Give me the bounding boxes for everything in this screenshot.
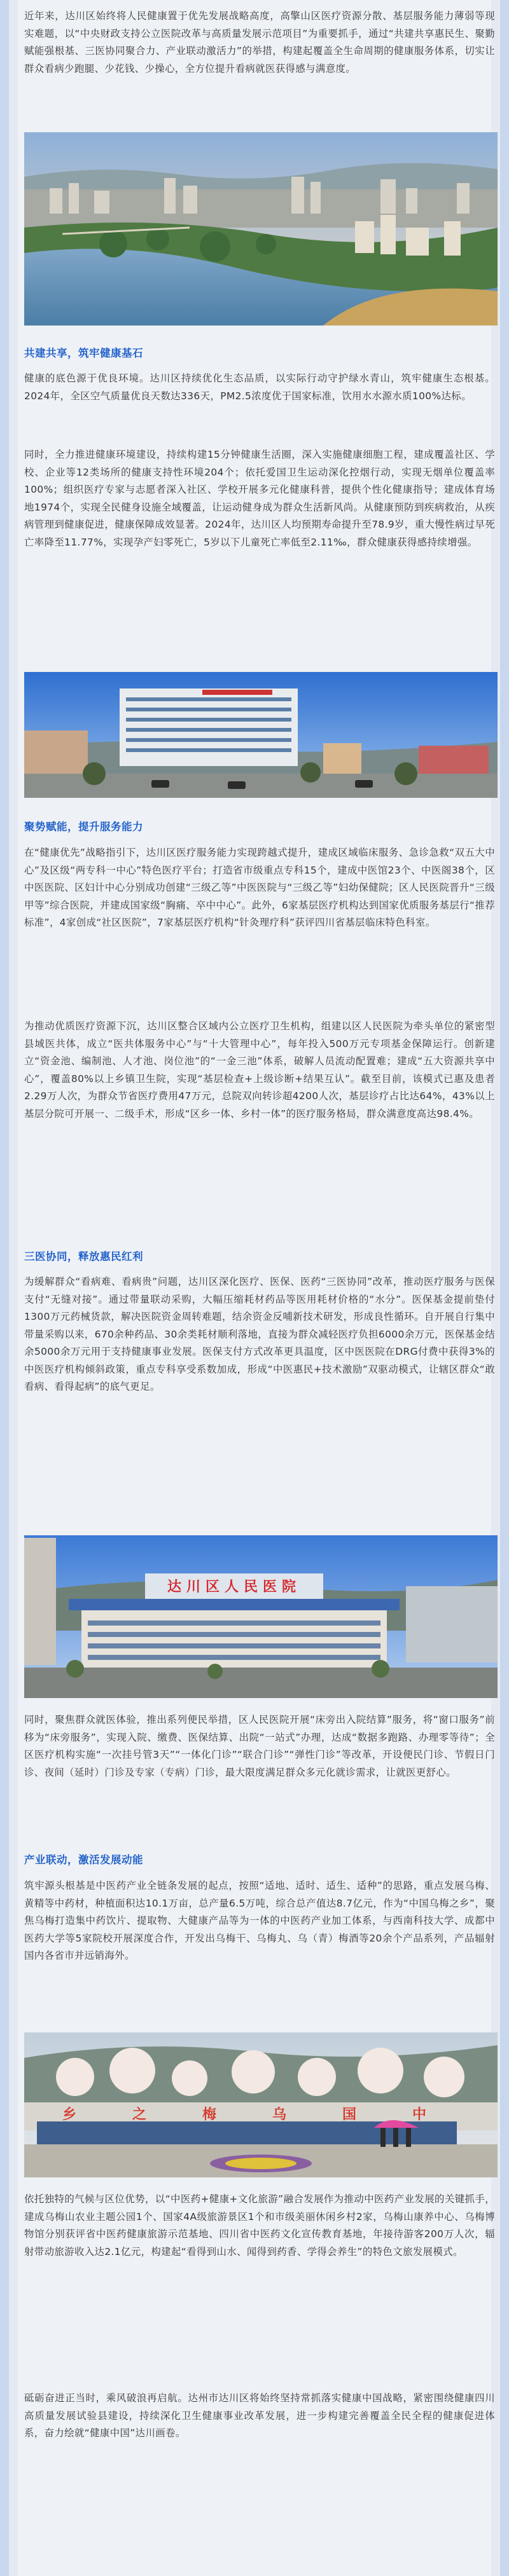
section-heading-co-construction: 共建共享，筑牢健康基石 xyxy=(24,347,143,359)
section-heading-empowerment: 聚势赋能，提升服务能力 xyxy=(24,821,143,833)
park-sign-char-1: 乡 xyxy=(62,2107,77,2123)
section-heading-three-medical: 三医协同，释放惠民红利 xyxy=(24,1250,143,1263)
intro-paragraph: 近年来，达川区始终将人民健康置于优先发展战略高度，高擎山区医疗资源分散、基层服务能力薄弱等现实难题，以“中央财政支持公立医院改革与高质量发展示范项目”为重要抓手，通过“共建共享惠民生、聚勤赋能强根基、三医协同聚合力、产业联动激活力”的举措，构建起覆盖全生命周期的健康服务体系，切实让群众看病少跑腿、少花钱、少操心，全方位提升看病就医获得感与满意度。 xyxy=(24,10,495,74)
park-sign-char-2: 之 xyxy=(132,2107,147,2123)
hospital-sign-text: 达川区人民医院 xyxy=(167,1579,302,1595)
outro-paragraph: 砥砺奋进正当时，乘风破浪再启航。达州市达川区将始终坚持常抓落实健康中国战略，紧密围绕健康四川高质量发展试验县建设，持续深化卫生健康事业改革发展，进一步构建完善覆盖全民全程的健康促进体系，奋力绘就“健康中国”达川画卷。 xyxy=(24,2392,495,2439)
district-hospital-photo xyxy=(24,1535,498,1698)
s1-paragraph-1: 健康的底色源于优良环境。达川区持续优化生态品质，以实际行动守护绿水青山，筑牢健康生态根基。2024年，全区空气质量优良天数达336天，PM2.5浓度优于国家标准，饮用水水源水质100%达标。 xyxy=(24,373,495,402)
park-sign-char-5: 国 xyxy=(342,2107,357,2123)
hospital-building-photo xyxy=(24,672,498,798)
s2-paragraph-2: 为推动优质医疗资源下沉，达川区整合区域内公立医疗卫生机构，组建以区人民医院为牵头单位的紧密型县域医共体，成立“医共体服务中心”与“十大管理中心”，每年投入500万元专项基金保障运行。创新建立“资金池、编制池、人才池、岗位池”的“一金三池”体系，破解人员流动配置难；建成“五大资源共享中心”，覆盖80%以上乡镇卫生院，实现“基层检查+上级诊断+结果互认”。截至目前，该模式已惠及患者2.29万人次，为群众节省医疗费用47万元，总院双向转诊超4200人次，基层诊疗占比达64%，43%以上基层分院可开展一、二级手术，形成“区乡一体、乡村一体”的医疗服务格局，群众满意度高达98.4%。 xyxy=(24,1020,495,1120)
park-sign-char-4: 乌 xyxy=(272,2107,287,2123)
s3-paragraph-2: 同时，聚焦群众就医体验，推出系列便民举措，区人民医院开展“床旁出入院结算”服务，将“窗口服务”前移为“床旁服务”，实现入院、缴费、医保结算、出院“一站式”办理，达成“数据多跑路、办理零等待”；全区医疗机构实施“一次挂号管3天”“一体化门诊”“联合门诊”“弹性门诊”等改革，开设便民门诊、节假日门诊、夜间（延时）门诊及专家（专病）门诊，最大限度满足群众多元化就诊需求，让就医更舒心。 xyxy=(24,1714,495,1778)
park-sign-char-6: 中 xyxy=(412,2107,427,2123)
s2-paragraph-1: 在“健康优先”战略指引下，达川区医疗服务能力实现跨越式提升，建成区域临床服务、急诊急救“双五大中心”及区级“两专科一中心”特色医疗平台；打造省市级重点专科15个，建成中医馆23个、中医阁38个，区中医医院、区妇计中心分别成功创建“三级乙等”中医医院与“三级乙等”妇幼保健院；区人民医院晋升“三级甲等”综合医院，并建成国家级“胸痛、卒中中心”。此外，6家基层医疗机构达到国家优质服务基层行“推荐标准”，4家创成“社区医院”，7家基层医疗机构“针灸理疗科”获评四川省基层临床特色科室。 xyxy=(24,847,495,928)
park-sign-char-3: 梅 xyxy=(202,2107,217,2123)
s1-paragraph-2: 同时，全力推进健康环境建设，持续构建15分钟健康生活圈，深入实施健康细胞工程，建成覆盖社区、学校、企业等12类场所的健康支持性环境204个；依托爱国卫生运动深化控烟行动，实现无烟单位覆盖率100%；组织医疗专家与志愿者深入社区、学校开展多元化健康科普，提供个性化健康指导；建成体育场地1974个，实现全民健身设施全域覆盖，让运动健身成为群众生活新风尚。从健康预防到疾病救治，从疾病管理到健康促进，健康保障成效显著。2024年，达川区人均预期寿命提升至78.9岁，重大慢性病过早死亡率降至11.77%，实现孕产妇零死亡，5岁以下儿童死亡率低至2.11‰，群众健康获得感持续增强。 xyxy=(24,449,495,548)
article-content xyxy=(18,0,495,2576)
s4-paragraph-2: 依托独特的气候与区位优势，以“中医药+健康+文化旅游”融合发展作为推动中医药产业发展的关键抓手，建成乌梅山农业主题公园1个、国家4A级旅游景区1个和市级美丽休闲乡村2家，乌梅山康养中心、乌梅博物馆分别获评省中医药健康旅游示范基地、四川省中医药文化宣传教育基地，年接待游客200万人次，辐射带动旅游收入达2.1亿元，构建起“看得到山水、闻得到药香、学得会养生”的特色文旅发展模式。 xyxy=(24,2193,495,2257)
section-heading-industry: 产业联动，激活发展动能 xyxy=(24,1854,143,1866)
s4-paragraph-1: 筑牢源头根基是中医药产业全链条发展的起点，按照“适地、适时、适生、适种”的思路，重点发展乌梅、黄精等中药材，种植面积达10.1万亩，总产量6.5万吨，综合总产值达8.7亿元，作为“中国乌梅之乡”，聚焦乌梅打造集中药饮片、提取物、大健康产品等为一体的中医药产业加工体系，与西南科技大学、成都中医药大学等5家院校开展深度合作，开发出乌梅干、乌梅丸、乌（青）梅酒等20余个产品系列，产品辐射国内各省市并远销海外。 xyxy=(24,1880,495,1961)
city-aerial-photo xyxy=(24,132,498,325)
s3-paragraph-1: 为缓解群众“看病难、看病贵”问题，达川区深化医疗、医保、医药“三医协同”改革，推动医疗服务与医保支付“无缝对接”。通过带量联动采购，大幅压缩耗材药品等医用耗材价格的“水分”。医保基金提前垫付1300万元药械货款，解决医院资金周转难题，结余资金反哺新技术研发，形成良性循环。自开展自行集中带量采购以来，670余种药品、30余类耗材顺利落地，直接为群众减轻医疗负担6000余万元，医保基金结余5000余万元用于支持健康事业发展。医保支付方式改革更具温度，区中医医院在DRG付费中获得3%的中医医疗机构倾斜政策，重点专科享受系数加成，形成“中医惠民+技术激励”双驱动模式，让辖区群众“敢看病、看得起病”的底气更足。 xyxy=(24,1276,495,1392)
plum-park-photo xyxy=(24,2032,498,2177)
